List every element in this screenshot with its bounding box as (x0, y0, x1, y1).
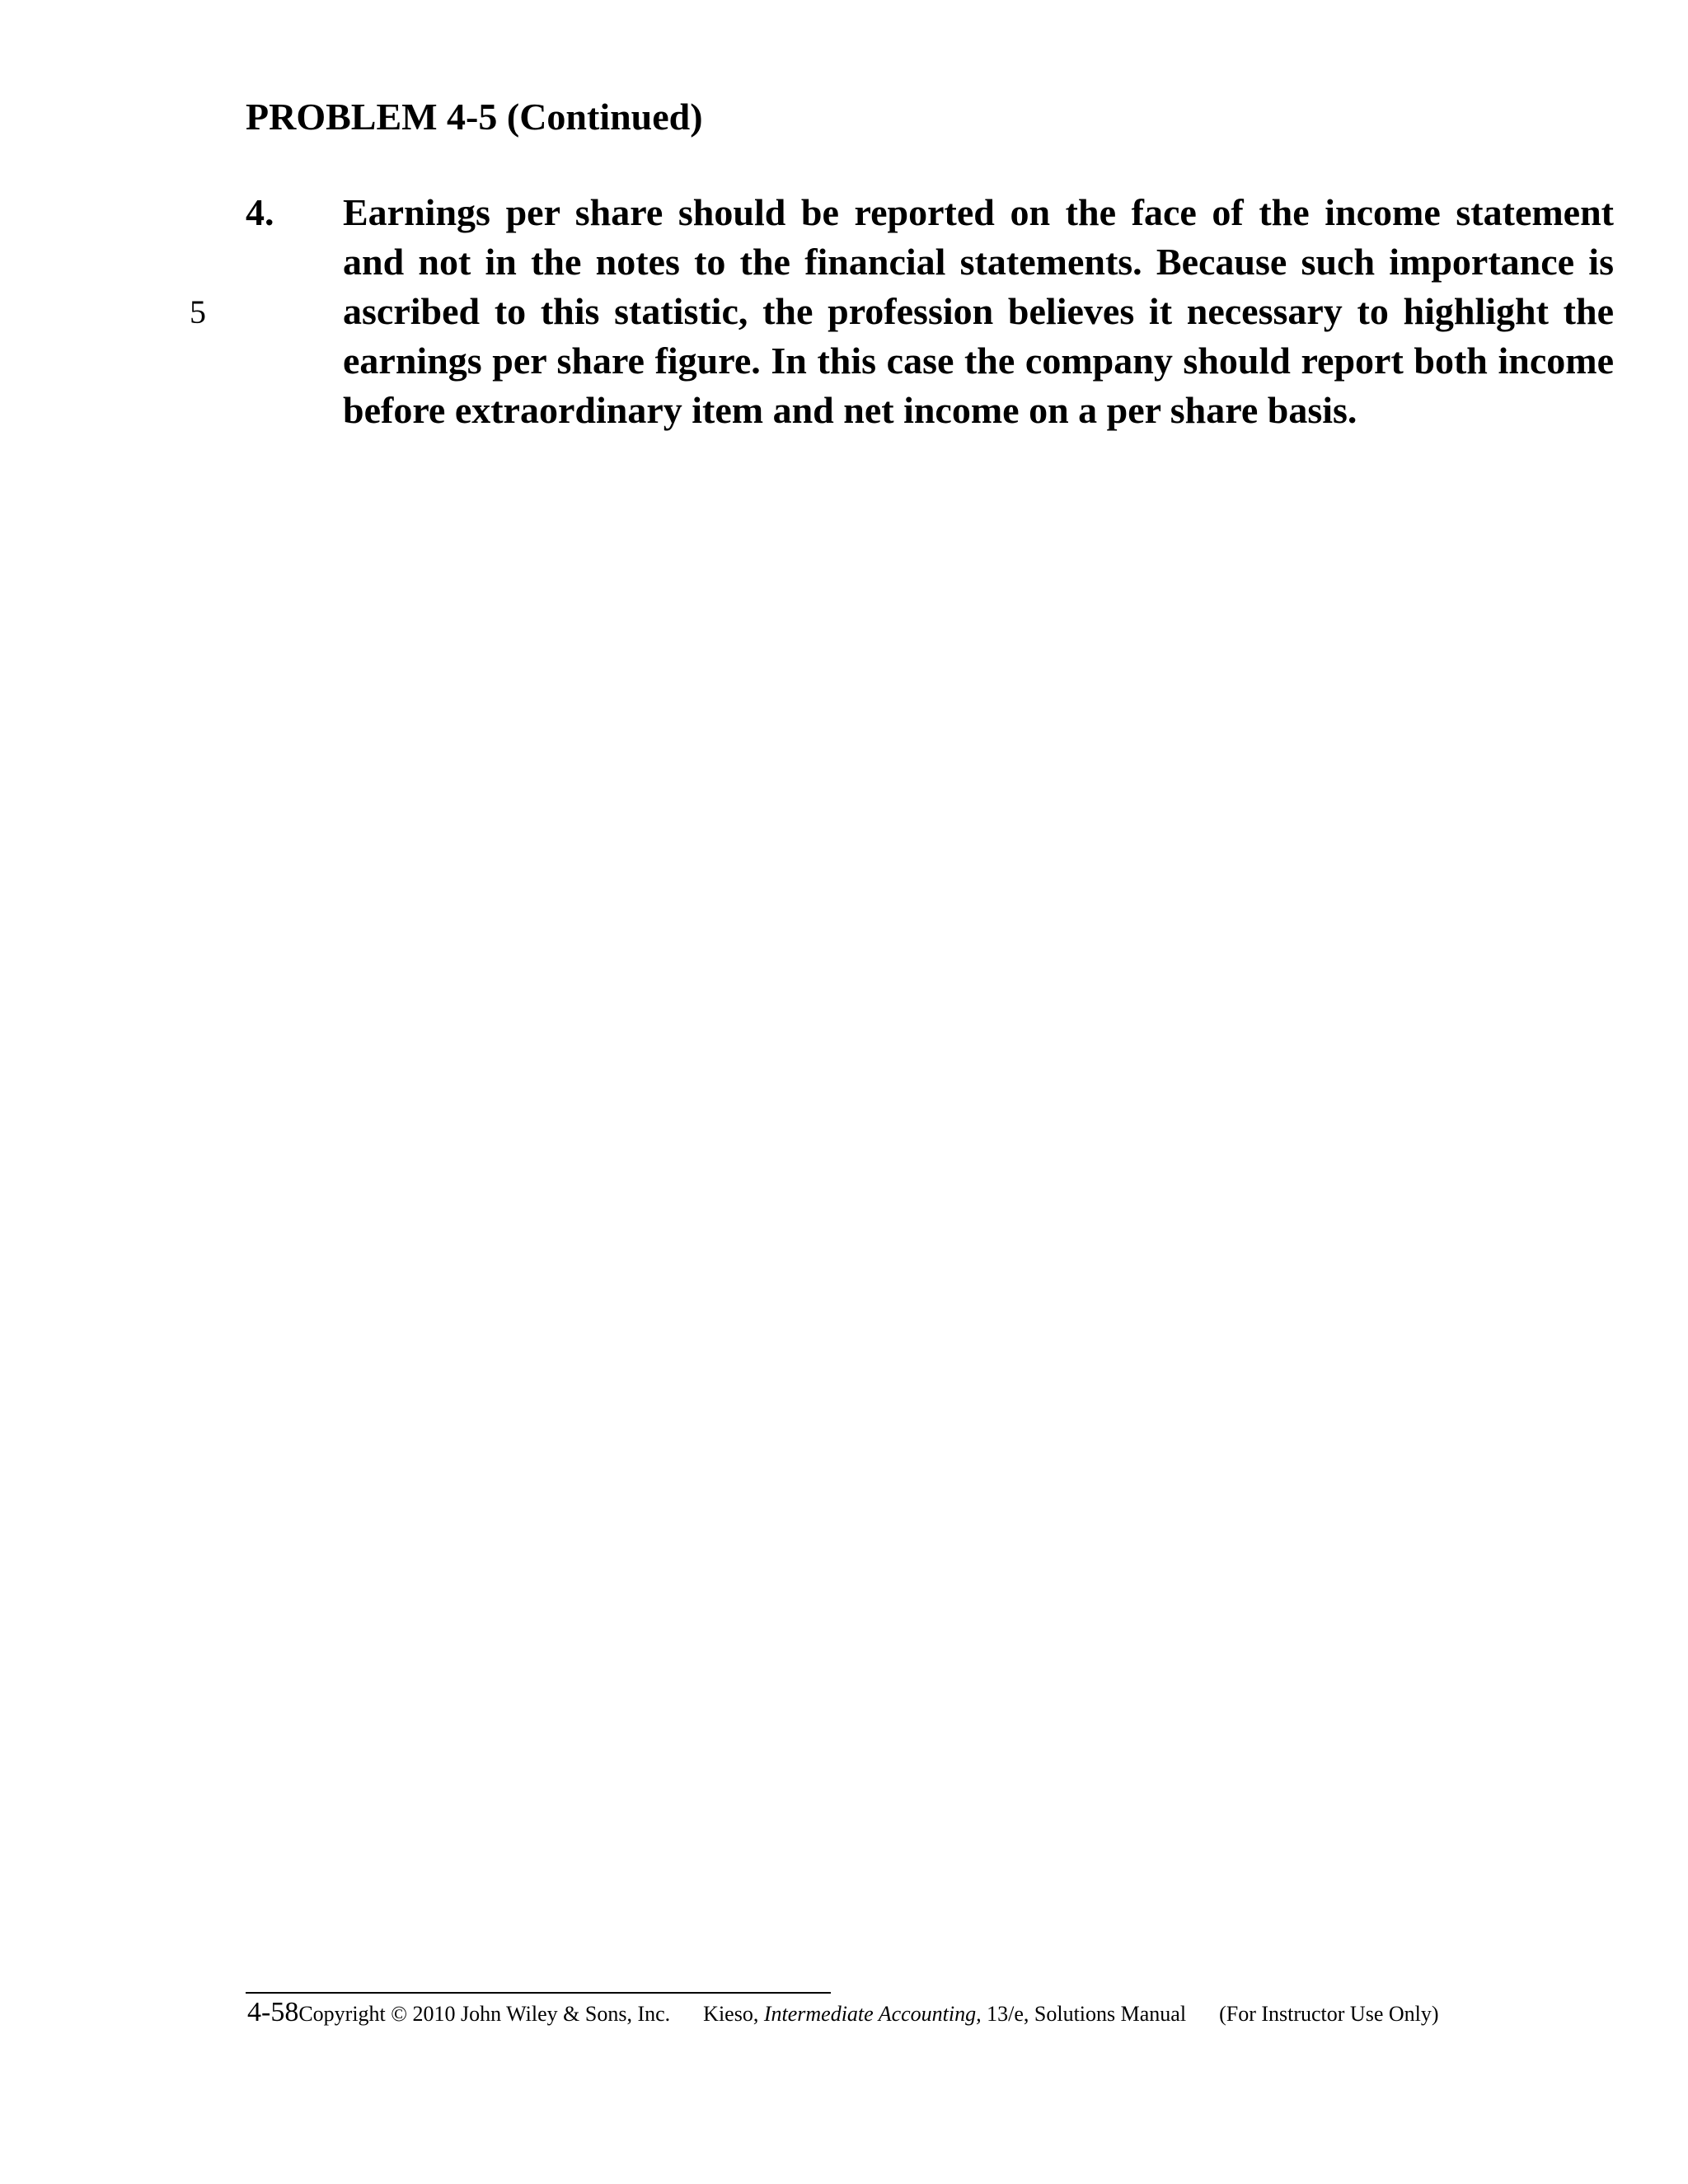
footer-copyright: Copyright © 2010 John Wiley & Sons, Inc. (298, 2002, 671, 2026)
footer-page-number: 4-58 (247, 1997, 299, 2027)
footer (247, 1998, 1439, 2029)
footer-book-title: Intermediate Accounting, (763, 2002, 982, 2026)
footer-edition: 13/e, Solutions Manual (981, 2002, 1187, 2026)
margin-line-number: 5 (190, 293, 206, 330)
item-text: Earnings per share should be reported on the face of the income statement and not in the notes to the financial statements. Because such importance is ascribed to this statistic, the profession believes it necessary to highlight the earnings per share figure. In this case the company should report both income before extraordinary item and net income on a per share basis. (343, 191, 1614, 431)
footer-usage-note: (For Instructor Use Only) (1219, 2002, 1439, 2026)
footer-rule (246, 1992, 831, 1994)
item-number: 4. (246, 191, 274, 233)
page-heading: PROBLEM 4-5 (Continued) (246, 96, 703, 138)
footer-author: Kieso, (703, 2002, 764, 2026)
